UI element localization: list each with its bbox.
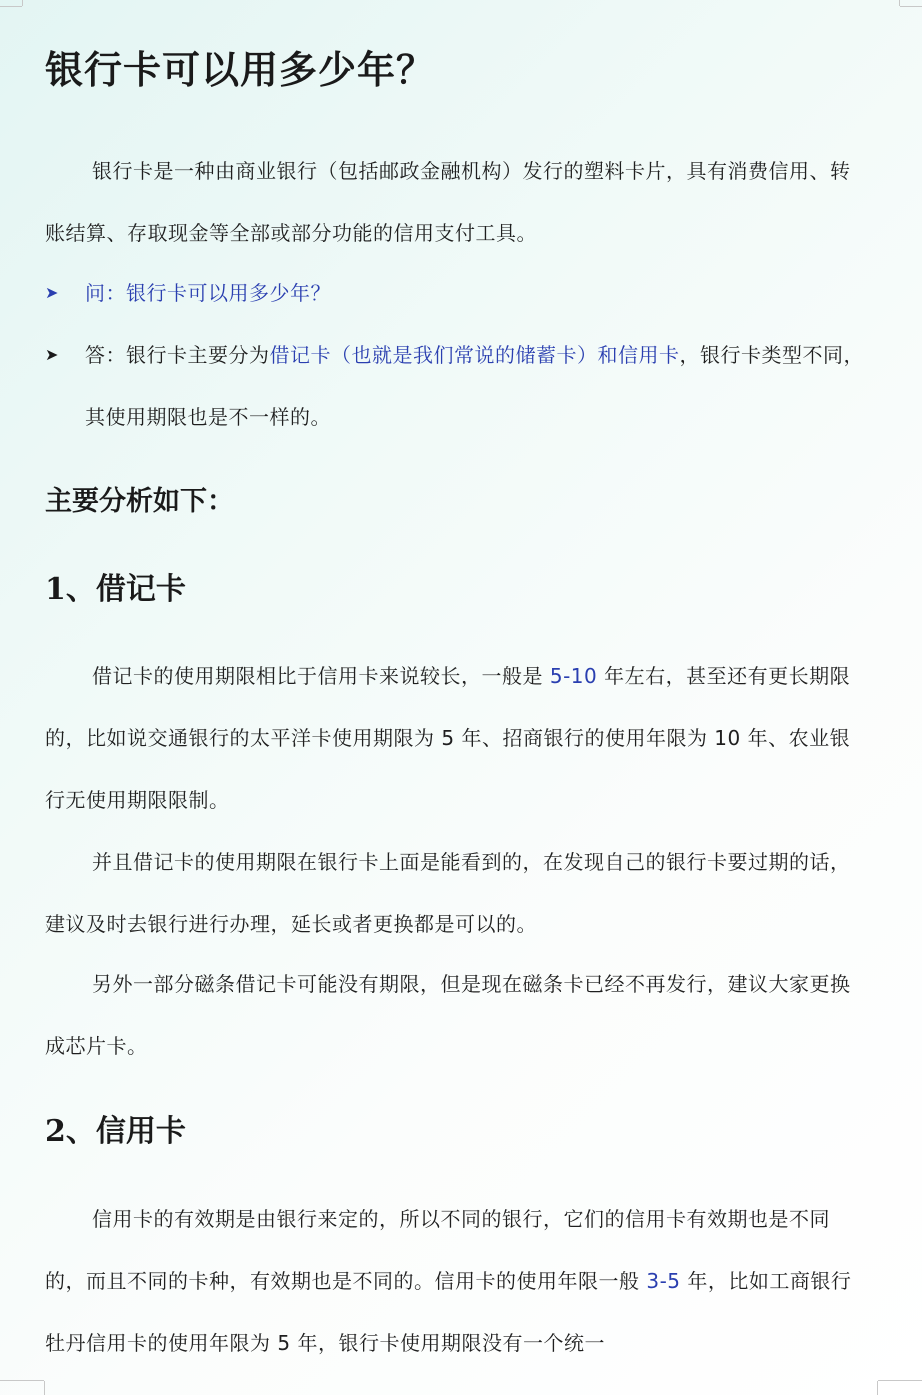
debit-heading: 1、借记卡 (45, 572, 186, 607)
answer-suffix: ，银行卡类型不同，其使用期限也是不一样的。 (85, 343, 864, 429)
debit-paragraph-3: 另外一部分磁条借记卡可能没有期限，但是现在磁条卡已经不再发行，建议大家更换成芯片卡。 (45, 972, 851, 1058)
crop-mark-bottom-right (878, 1380, 922, 1381)
debit-paragraph-2: 并且借记卡的使用期限在银行卡上面是能看到的，在发现自己的银行卡要过期的话，建议及时去银行进行办理，延长或者更换都是可以的。 (45, 850, 851, 936)
answer-highlight: 借记卡（也就是我们常说的储蓄卡）和信用卡 (269, 343, 680, 367)
intro-paragraph: 银行卡是一种由商业银行（包括邮政金融机构）发行的塑料卡片，具有消费信用、转账结算、存取现金等全部或部分功能的信用支付工具。 (45, 159, 851, 245)
debit-paragraph-1 (45, 645, 865, 831)
credit-p1-after: 年，比如工商银行牡丹信用卡的使用年限为 5 年，银行卡使用期限没有一个统一 (45, 1269, 852, 1355)
crop-mark-top-right (899, 0, 900, 6)
answer-text (85, 324, 865, 448)
crop-mark-bottom-left (0, 1380, 44, 1381)
debit-p1-before: 借记卡的使用期限相比于信用卡来说较长，一般是 (92, 664, 550, 688)
credit-heading: 2、信用卡 (45, 1114, 186, 1149)
crop-mark-top-left (0, 6, 22, 7)
crop-mark-top-left (22, 0, 23, 6)
credit-paragraph-1 (45, 1188, 865, 1374)
crop-mark-bottom-right (877, 1381, 878, 1395)
question-text: 问：银行卡可以用多少年？ (85, 281, 331, 305)
answer-bullet (45, 324, 865, 448)
crop-mark-top-right (900, 6, 922, 7)
question-bullet (45, 262, 865, 324)
crop-mark-bottom-left (44, 1381, 45, 1395)
credit-p1-highlight: 3-5 (646, 1269, 681, 1293)
debit-p1-after: 年左右，甚至还有更长期限的，比如说交通银行的太平洋卡使用期限为 5 年、招商银行的使用年限为 10 年、农业银行无使用期限限制。 (45, 664, 851, 812)
answer-prefix: 答：银行卡主要分为 (85, 343, 270, 367)
analysis-heading: 主要分析如下： (45, 486, 234, 517)
credit-p1-before: 信用卡的有效期是由银行来定的，所以不同的银行，它们的信用卡有效期也是不同的，而且不同的卡种，有效期也是不同的。信用卡的使用年限一般 (45, 1207, 830, 1293)
arrow-right-icon: ➤ (45, 345, 59, 364)
debit-p1-highlight: 5-10 (549, 664, 598, 688)
arrow-right-icon: ➤ (45, 283, 59, 302)
document-title: 银行卡可以用多少年？ (45, 47, 436, 92)
